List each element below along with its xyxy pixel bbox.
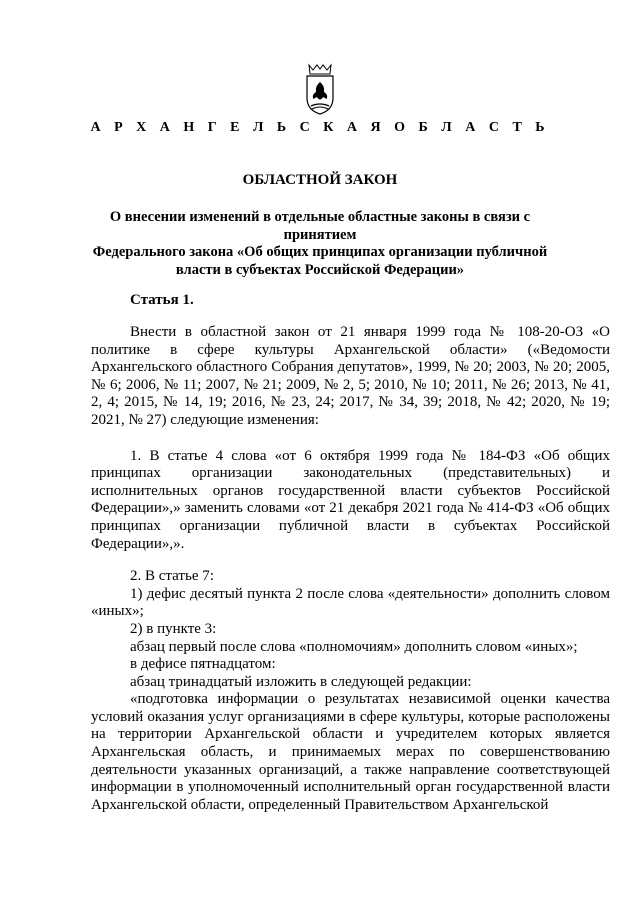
paragraph: 1. В статье 4 слова «от 6 октября 1999 года № 184-ФЗ «Об общих принципах организации законодательных (представительных) и исполнительных органов государственной власти субъектов Российской Федерации»,» заменить словами «от 21 декабря 2021 года № 414-ФЗ «Об общих принципах организации публичной власти в субъектах Российской Федерации»,». xyxy=(91,447,610,552)
paragraph: абзац первый после слова «полномочиям» дополнить словом «иных»; xyxy=(130,638,578,655)
law-title-line: О внесении изменений в отдельные областные законы в связи с принятием xyxy=(109,209,531,243)
paragraph: 1) дефис десятый пункта 2 после слова «деятельности» дополнить словом «иных»; xyxy=(91,585,610,620)
article-body xyxy=(91,324,610,814)
paragraph: в дефисе пятнадцатом: xyxy=(130,656,276,673)
arkhangelsk-coat-of-arms-icon xyxy=(303,62,337,116)
law-title xyxy=(80,209,560,279)
paragraph: абзац тринадцатый изложить в следующей редакции: xyxy=(130,673,472,690)
law-title-line: власти в субъектах Российской Федерации» xyxy=(175,261,465,278)
region-name: А Р Х А Н Г Е Л Ь С К А Я О Б Л А С Т Ь xyxy=(90,120,550,135)
document-type: ОБЛАСТНОЙ ЗАКОН xyxy=(242,172,398,188)
law-title-line: Федерального закона «Об общих принципах организации публичной xyxy=(92,244,548,260)
paragraph: 2) в пункте 3: xyxy=(130,620,217,637)
paragraph: 2. В статье 7: xyxy=(130,568,214,585)
article-heading: Статья 1. xyxy=(130,292,194,308)
paragraph: Внести в областной закон от 21 января 1999 года № 108-20-ОЗ «О политике в сфере культуры Архангельской области» («Ведомости Архангельского областного Собрания депутатов», 1999, № 20; 2003, № 20; 2005, № 6; 2006, № 11; 2007, № 21; 2009, № 2, 5; 2010, № 10; 2011, № 26; 2013, № 41, 2, 4; 2015, № 14, 19; 2016, № 23, 24; 2017, № 34, 39; 2018, № 42; 2020, № 19; 2021, № 27) следующие изменения: xyxy=(91,324,610,428)
paragraph: «подготовка информации о результатах независимой оценки качества условий оказания услуг организациями в сфере культуры, которые расположены на территории Архангельской области и учредителем которых является Архангельская область, и принимаемых мерах по совершенствованию деятельности указанных организаций, а также направление соответствующей информации в уполномоченный исполнительный орган государственной власти Архангельской области, определенный Правительством Архангельской xyxy=(91,691,610,813)
